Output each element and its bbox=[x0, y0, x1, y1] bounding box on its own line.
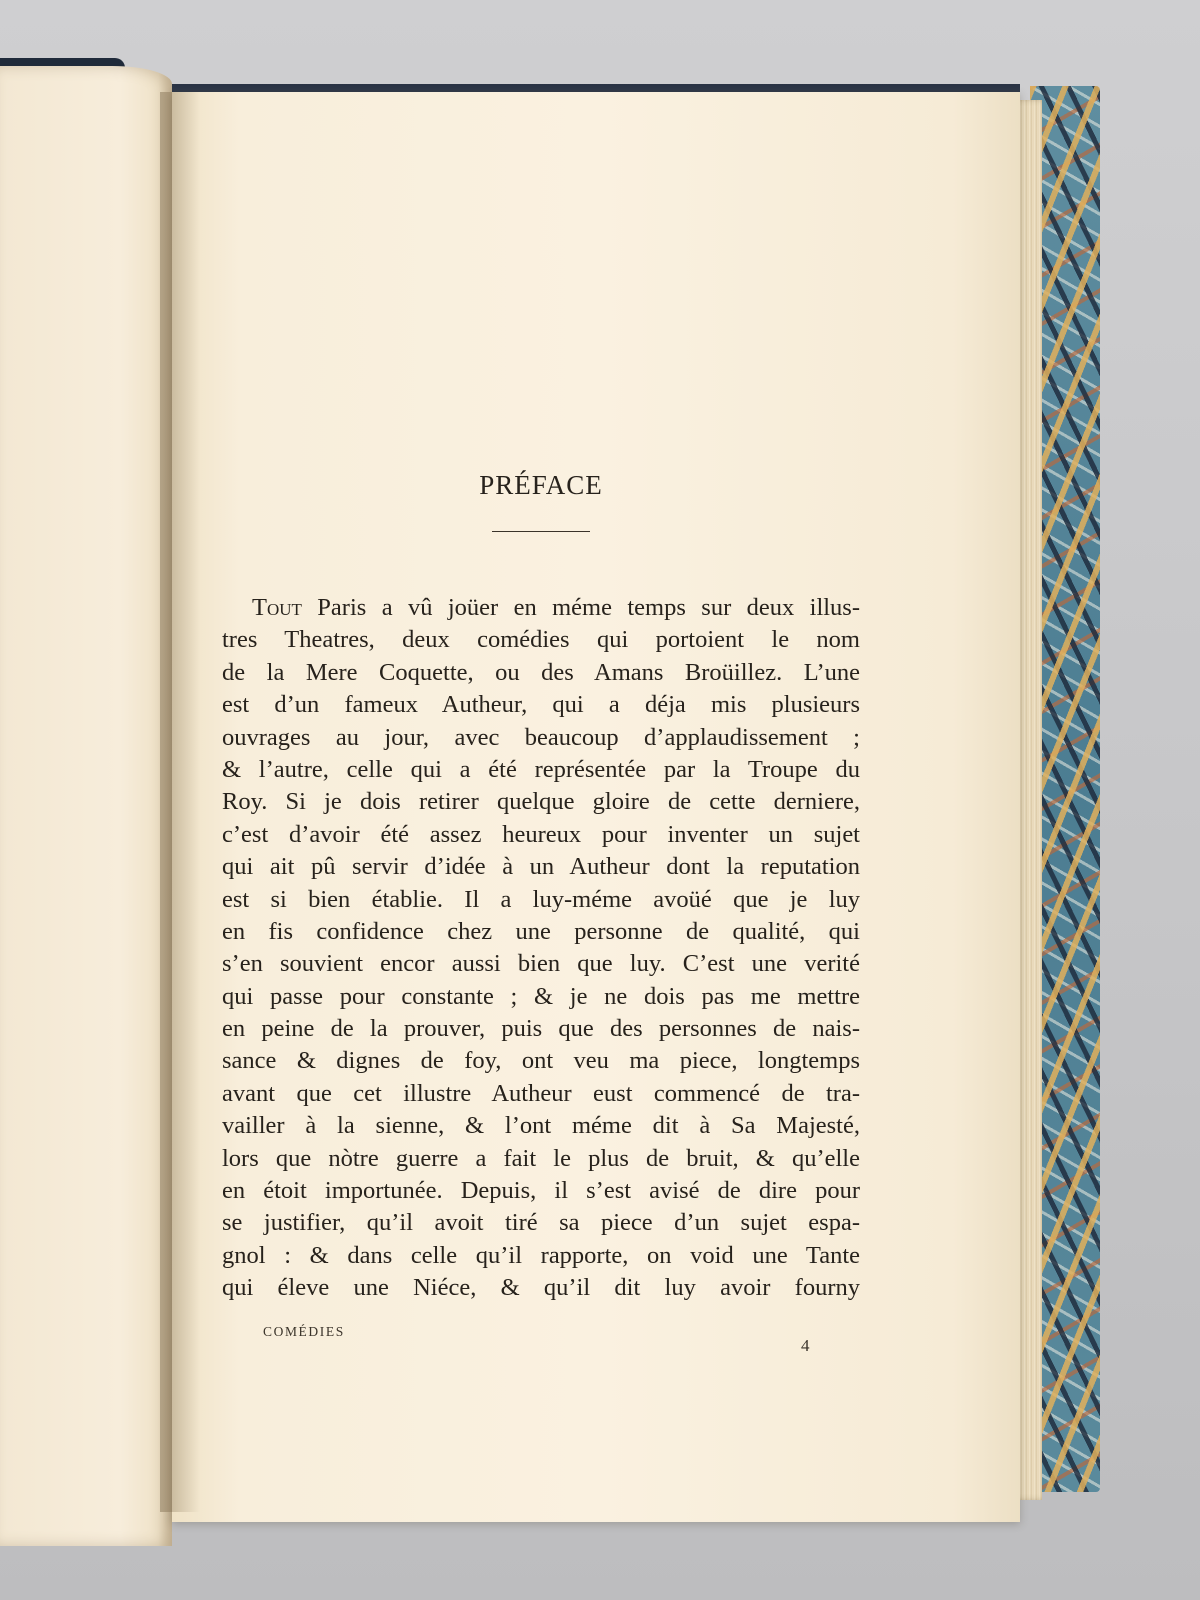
text-line: est si bien établie. Il a luy-méme avoüé que je luy bbox=[222, 885, 860, 913]
text-line: vailler à la sienne, & l’ont méme dit à Sa Majesté, bbox=[222, 1112, 860, 1140]
text-line: gnol : & dans celle qu’il rapporte, on void une Tante bbox=[222, 1241, 860, 1269]
text-line: & l’autre, celle qui a été représentée par la Troupe du bbox=[222, 755, 860, 783]
text-line: avant que cet illustre Autheur eust commencé de tra- bbox=[222, 1079, 860, 1107]
text-line: en peine de la prouver, puis que des personnes de nais- bbox=[222, 1015, 860, 1043]
text-line: tres Theatres, deux comédies qui portoient le nom bbox=[222, 626, 860, 654]
spine-shadow bbox=[160, 92, 200, 1512]
text-line: Roy. Si je dois retirer quelque gloire de cette derniere, bbox=[222, 788, 860, 816]
page-title: PRÉFACE bbox=[479, 470, 603, 500]
first-line-rest: Paris a vû joüer en méme temps sur deux illus- bbox=[301, 594, 860, 621]
text-line: est d’un fameux Autheur, qui a déja mis plusieurs bbox=[222, 691, 860, 719]
left-facing-page bbox=[0, 66, 172, 1546]
text-line: s’en souvient encor aussi bien que luy. C’est une verité bbox=[222, 950, 860, 978]
running-footer: COMÉDIES bbox=[263, 1324, 345, 1339]
text-line: se justifier, qu’il avoit tiré sa piece d’un sujet espa- bbox=[222, 1209, 860, 1237]
text-line: c’est d’avoir été assez heureux pour inventer un sujet bbox=[222, 820, 860, 848]
title-rule bbox=[492, 531, 590, 532]
text-line: lors que nòtre guerre a fait le plus de bruit, & qu’elle bbox=[222, 1144, 860, 1172]
preface-paragraph bbox=[222, 592, 860, 1305]
page-text-block bbox=[222, 470, 860, 1305]
page-number: 4 bbox=[801, 1336, 810, 1355]
text-line: qui passe pour constante ; & je ne dois pas me mettre bbox=[222, 982, 860, 1010]
text-line: sance & dignes de foy, ont veu ma piece, longtemps bbox=[222, 1047, 860, 1075]
text-line: en fis confidence chez une personne de qualité, qui bbox=[222, 917, 860, 945]
text-line bbox=[222, 592, 860, 624]
text-line: en étoit importunée. Depuis, il s’est avisé de dire pour bbox=[222, 1177, 860, 1205]
text-line: qui ait pû servir d’idée à un Autheur dont la reputation bbox=[222, 853, 860, 881]
text-line: de la Mere Coquette, ou des Amans Broüillez. L’une bbox=[222, 658, 860, 686]
text-line: qui éleve une Niéce, & qu’il dit luy avoir fourny bbox=[222, 1274, 860, 1302]
text-line: ouvrages au jour, avec beaucoup d’applaudissement ; bbox=[222, 723, 860, 751]
opening-word: Tout bbox=[252, 594, 302, 621]
